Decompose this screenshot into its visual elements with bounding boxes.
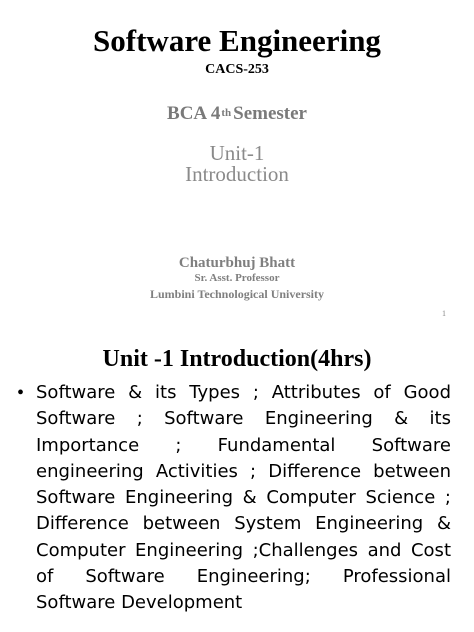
semester-suffix: Semester <box>233 103 307 124</box>
semester-prefix: BCA 4 <box>167 103 221 124</box>
unit-title: Introduction <box>185 162 289 186</box>
bullet-text: Software & its Types ; Attributes of Good Software ; Software Engineering & its Importance ; Fundamental Software engineering Activities ; Difference between Software Engineering & Computer Science ; Difference between System Engineering & Computer Engineering ;Challenges and Cost of Software Engineering; Professional Software Development <box>36 382 451 614</box>
course-title: Software Engineering <box>93 23 381 58</box>
bullet-icon: • <box>17 382 25 404</box>
semester-label <box>0 103 474 125</box>
course-code: CACS-253 <box>205 62 269 77</box>
author-designation: Sr. Asst. Professor <box>194 272 280 284</box>
content-slide <box>0 322 474 632</box>
author-name: Chaturbhuj Bhatt <box>178 255 296 271</box>
unit-number: Unit-1 <box>209 141 265 165</box>
semester-superscript: th <box>221 107 232 119</box>
university-name: Lumbini Technological University <box>149 287 325 301</box>
page-number: 1 <box>442 309 446 318</box>
slide-heading: Unit -1 Introduction(4hrs) <box>102 346 372 372</box>
